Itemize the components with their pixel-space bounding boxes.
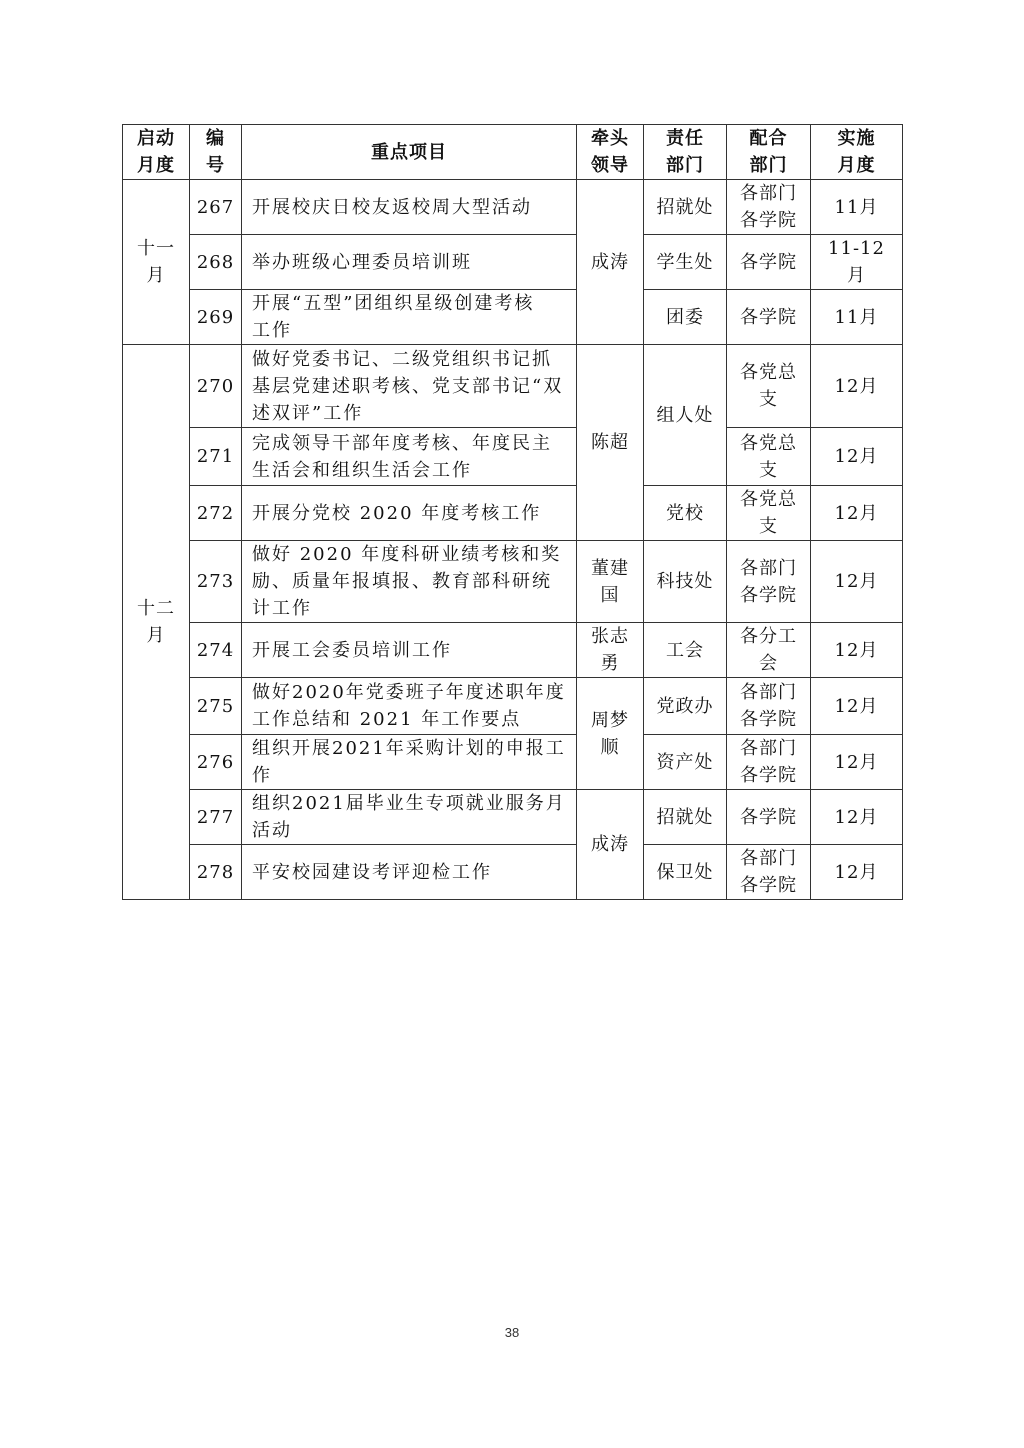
row-number: 278: [190, 845, 242, 900]
header-responsible-dept: 责任 部门: [644, 125, 727, 180]
cooperating-dept: 各学院: [727, 235, 811, 290]
implementation-month: 12月: [811, 486, 903, 541]
table-row: [123, 845, 903, 900]
implementation-month: 12月: [811, 428, 903, 486]
header-number: 编 号: [190, 125, 242, 180]
responsible-dept: 招就处: [644, 790, 727, 845]
lead-leader: 成涛: [577, 180, 644, 345]
responsible-dept: 组人处: [644, 345, 727, 486]
project-text: 完成领导干部年度考核、年度民主 生活会和组织生活会工作: [242, 428, 577, 486]
implementation-month: 12月: [811, 790, 903, 845]
lead-leader: 成涛: [577, 790, 644, 900]
implementation-month: 12月: [811, 735, 903, 790]
table-row: [123, 180, 903, 235]
table-row: [123, 235, 903, 290]
project-text: 做好党委书记、二级党组织书记抓 基层党建述职考核、党支部书记“双 述双评”工作: [242, 345, 577, 428]
row-number: 272: [190, 486, 242, 541]
project-text: 开展工会委员培训工作: [242, 623, 577, 678]
responsible-dept: 工会: [644, 623, 727, 678]
table-row: [123, 678, 903, 735]
table-row: [123, 790, 903, 845]
table-row: [123, 541, 903, 623]
row-number: 271: [190, 428, 242, 486]
lead-leader: 陈超: [577, 345, 644, 541]
work-plan-table: [122, 124, 903, 900]
cooperating-dept: 各分工 会: [727, 623, 811, 678]
table-row: [123, 735, 903, 790]
start-month-december: 十二 月: [123, 345, 190, 900]
project-text: 开展“五型”团组织星级创建考核 工作: [242, 290, 577, 345]
lead-leader: 张志 勇: [577, 623, 644, 678]
implementation-month: 12月: [811, 623, 903, 678]
implementation-month: 12月: [811, 541, 903, 623]
cooperating-dept: 各部门 各学院: [727, 845, 811, 900]
implementation-month: 12月: [811, 678, 903, 735]
cooperating-dept: 各党总 支: [727, 345, 811, 428]
cooperating-dept: 各党总 支: [727, 486, 811, 541]
project-text: 做好 2020 年度科研业绩考核和奖 励、质量年报填报、教育部科研统 计工作: [242, 541, 577, 623]
responsible-dept: 团委: [644, 290, 727, 345]
table-row: [123, 623, 903, 678]
header-implementation-month: 实施 月度: [811, 125, 903, 180]
implementation-month: 11月: [811, 290, 903, 345]
responsible-dept: 资产处: [644, 735, 727, 790]
row-number: 273: [190, 541, 242, 623]
cooperating-dept: 各学院: [727, 790, 811, 845]
cooperating-dept: 各学院: [727, 290, 811, 345]
project-text: 开展分党校 2020 年度考核工作: [242, 486, 577, 541]
header-lead-leader: 牵头 领导: [577, 125, 644, 180]
lead-leader: 董建 国: [577, 541, 644, 623]
implementation-month: 11-12 月: [811, 235, 903, 290]
row-number: 268: [190, 235, 242, 290]
project-text: 开展校庆日校友返校周大型活动: [242, 180, 577, 235]
responsible-dept: 保卫处: [644, 845, 727, 900]
table-row: [123, 428, 903, 486]
cooperating-dept: 各部门 各学院: [727, 735, 811, 790]
page-number: 38: [504, 1325, 520, 1340]
cooperating-dept: 各部门 各学院: [727, 541, 811, 623]
responsible-dept: 党政办: [644, 678, 727, 735]
header-key-project: 重点项目: [242, 125, 577, 180]
implementation-month: 12月: [811, 345, 903, 428]
cooperating-dept: 各党总 支: [727, 428, 811, 486]
project-text: 平安校园建设考评迎检工作: [242, 845, 577, 900]
header-cooperating-dept: 配合 部门: [727, 125, 811, 180]
responsible-dept: 招就处: [644, 180, 727, 235]
row-number: 277: [190, 790, 242, 845]
table-row: [123, 290, 903, 345]
responsible-dept: 科技处: [644, 541, 727, 623]
table-header-row: [123, 125, 903, 180]
implementation-month: 12月: [811, 845, 903, 900]
row-number: 270: [190, 345, 242, 428]
row-number: 276: [190, 735, 242, 790]
responsible-dept: 党校: [644, 486, 727, 541]
responsible-dept: 学生处: [644, 235, 727, 290]
row-number: 275: [190, 678, 242, 735]
table-row: [123, 486, 903, 541]
cooperating-dept: 各部门 各学院: [727, 678, 811, 735]
project-text: 做好2020年党委班子年度述职年度 工作总结和 2021 年工作要点: [242, 678, 577, 735]
project-text: 组织开展2021年采购计划的申报工 作: [242, 735, 577, 790]
row-number: 269: [190, 290, 242, 345]
lead-leader: 周梦 顺: [577, 678, 644, 790]
header-start-month: 启动 月度: [123, 125, 190, 180]
cooperating-dept: 各部门 各学院: [727, 180, 811, 235]
project-text: 举办班级心理委员培训班: [242, 235, 577, 290]
project-text: 组织2021届毕业生专项就业服务月 活动: [242, 790, 577, 845]
implementation-month: 11月: [811, 180, 903, 235]
row-number: 267: [190, 180, 242, 235]
table-row: [123, 345, 903, 428]
row-number: 274: [190, 623, 242, 678]
start-month-november: 十一 月: [123, 180, 190, 345]
